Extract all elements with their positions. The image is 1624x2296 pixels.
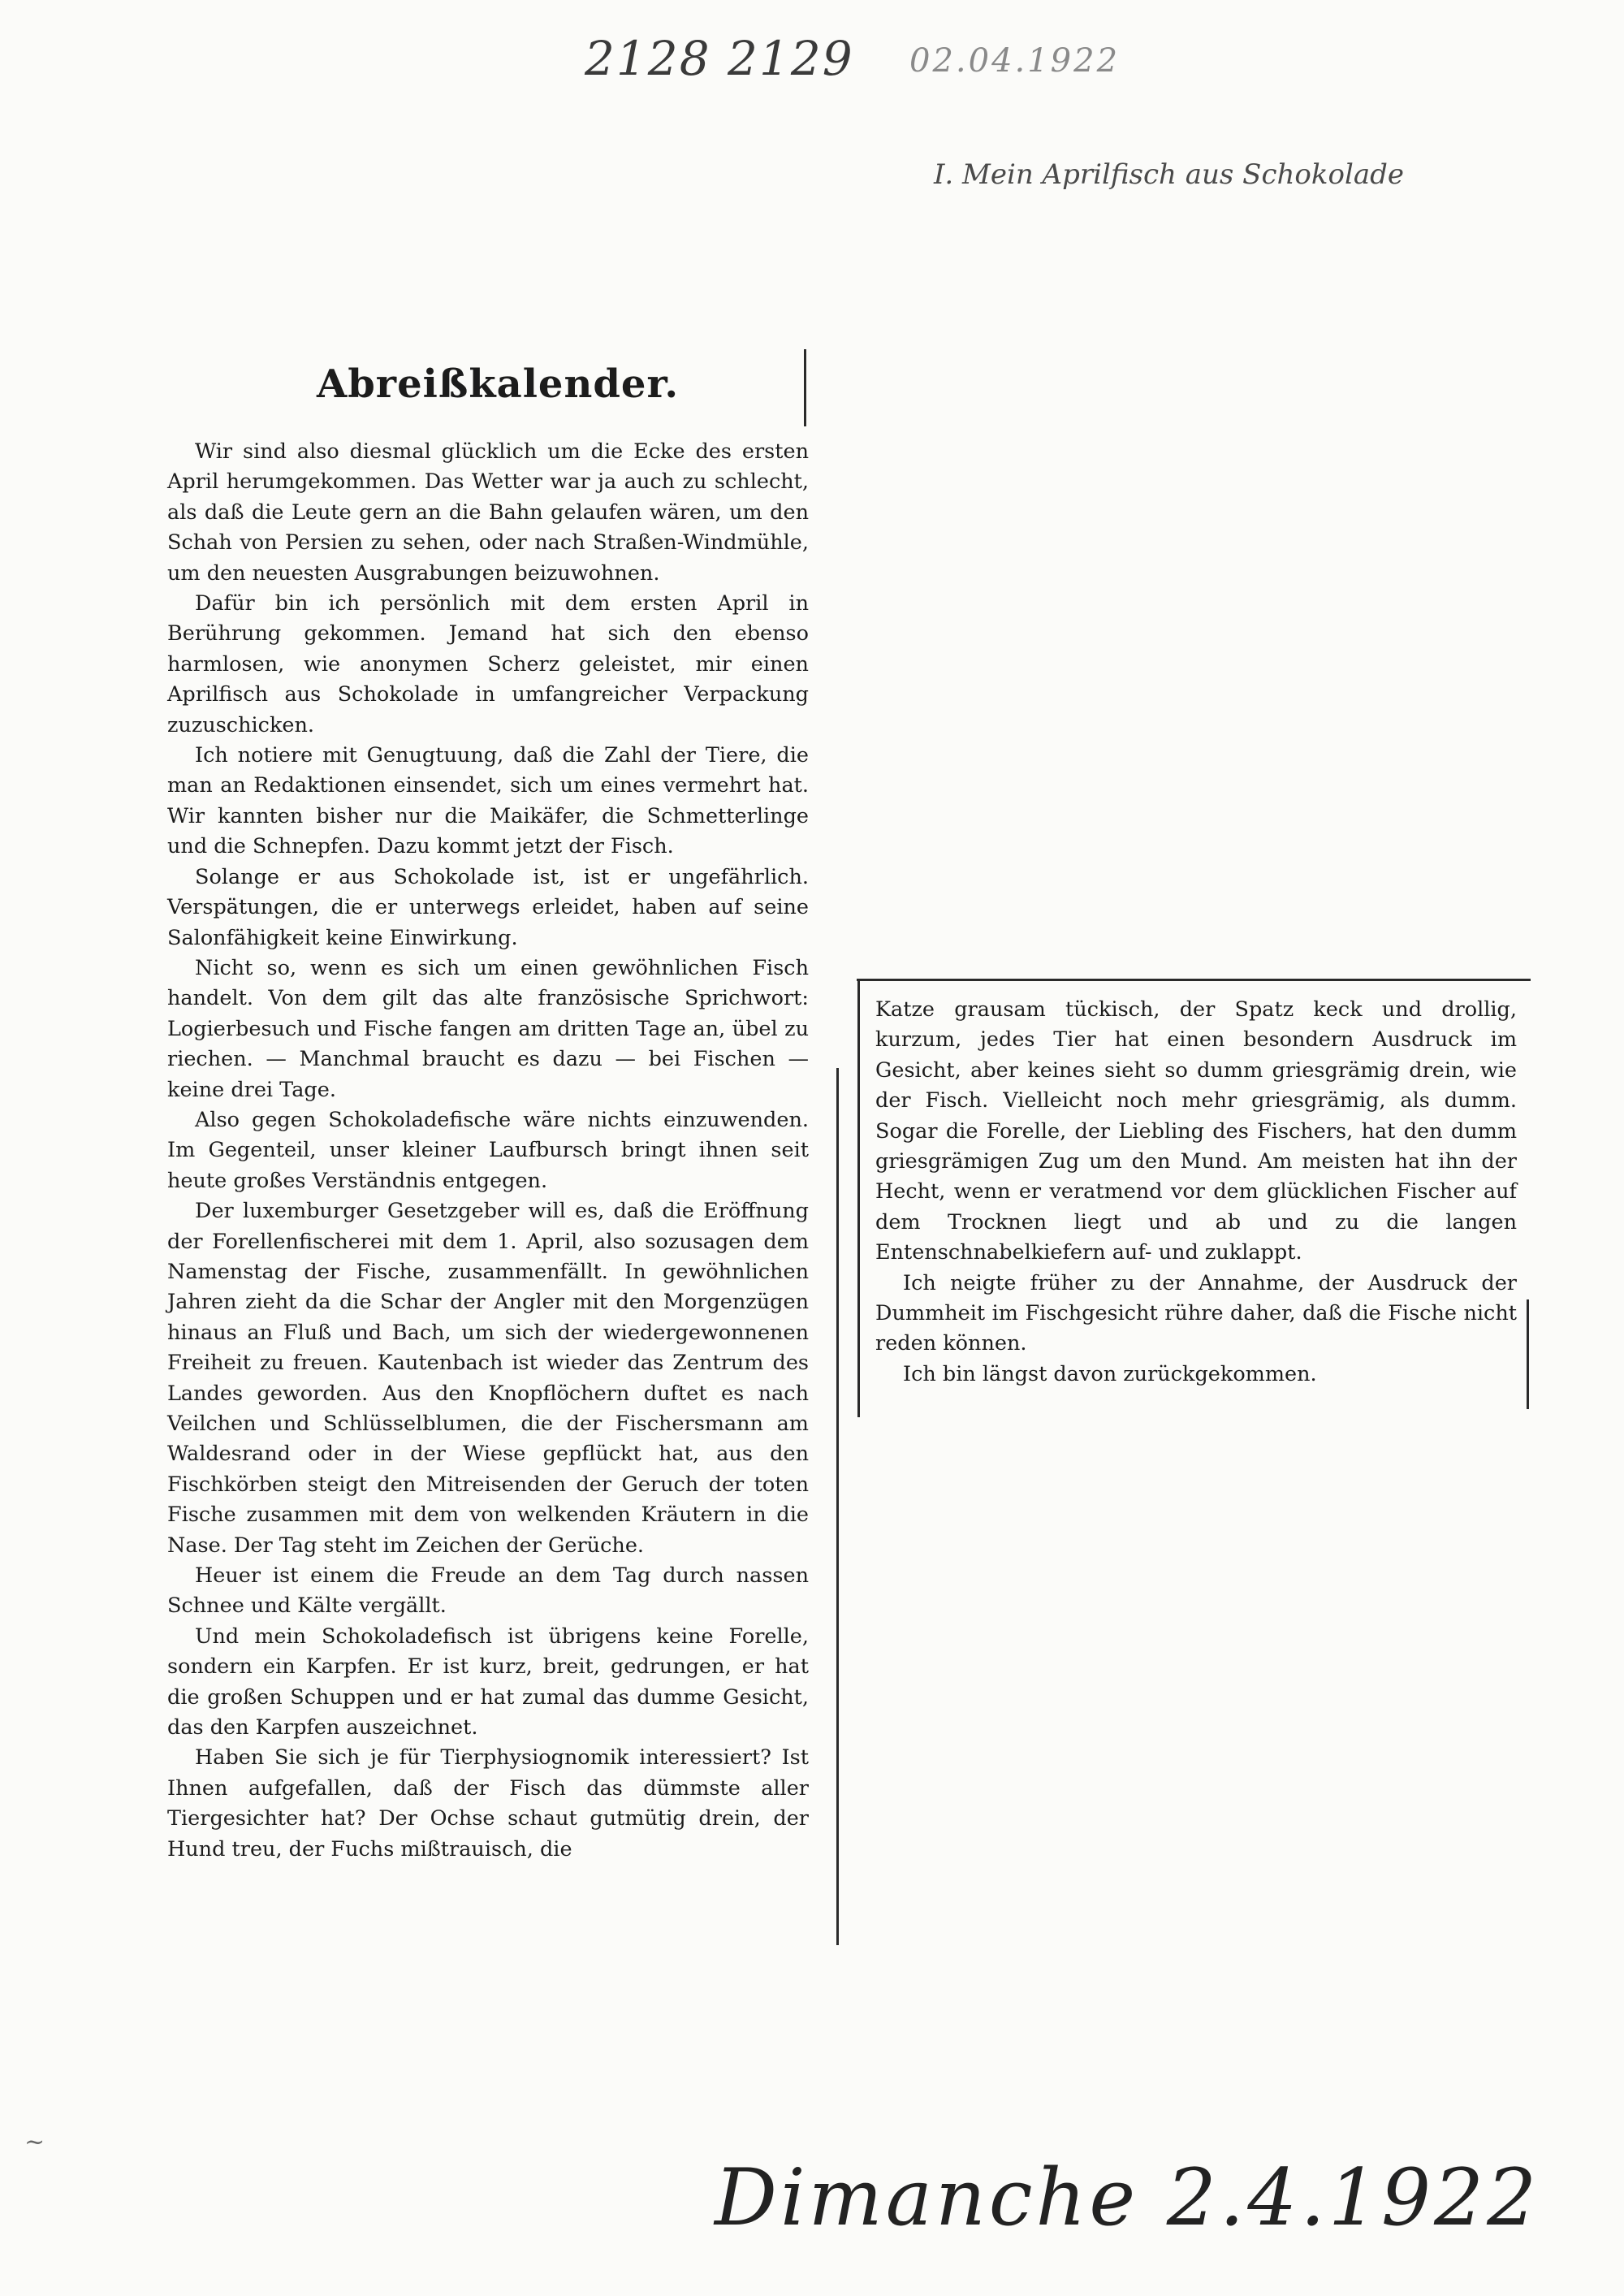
paragraph: Haben Sie sich je für Tierphysiognomik interessiert? Ist Ihnen aufgefallen, daß der Fisch das dümmste aller Tiergesichter hat? Der Ochse schaut gutmütig drein, der Hund treu, der Fuchs mißtrauisch, die — [167, 1745, 809, 1861]
column-rule — [1527, 1299, 1529, 1409]
paragraph: Nicht so, wenn es sich um einen gewöhnlichen Fisch handelt. Von dem gilt das alte französische Sprichwort: Logierbesuch und Fische fangen am dritten Tage an, übel zu riechen. — Manchmal braucht es dazu — bei Fischen — keine drei Tage. — [167, 955, 809, 1102]
stamp-date: 02.04.1922 — [909, 42, 1121, 80]
article-column-1 — [167, 437, 809, 1865]
column-rule — [857, 979, 1531, 981]
paragraph: Solange er aus Schokolade ist, ist er ungefährlich. Verspätungen, die er unterwegs erleidet, haben auf seine Salonfähigkeit keine Einwirkung. — [167, 864, 809, 950]
column-rule — [804, 349, 806, 426]
handwritten-note: I. Mein Aprilfisch aus Schokolade — [934, 158, 1404, 191]
paragraph: Und mein Schokoladefisch ist übrigens keine Forelle, sondern ein Karpfen. Er ist kurz, breit, gedrungen, er hat die großen Schuppen und er hat zumal das dumme Gesicht, das den Karpfen auszeichnet. — [167, 1624, 809, 1740]
column-rule — [857, 979, 860, 1417]
paragraph: Der luxemburger Gesetzgeber will es, daß die Eröffnung der Forellenfischerei mit dem 1. April, also sozusagen dem Namenstag der Fische, zusammenfällt. In gewöhnlichen Jahren zieht da die Schar der Angler mit den Morgenzügen hinaus an Fluß und Bach, um sich der wiedergewonnenen Freiheit zu freuen. Kautenbach ist wieder das Zentrum des Landes geworden. Aus den Knopflöchern duftet es nach Veilchen und Schlüsselblumen, die der Fischersmann am Waldesrand oder in der Wiese gepflückt hat, aus den Fischkörben steigt den Mitreisenden der Geruch der toten Fische zusammen mit dem von welkenden Kräutern in die Nase. Der Tag steht im Zeichen der Gerüche. — [167, 1199, 809, 1558]
paragraph: Ich neigte früher zu der Annahme, der Ausdruck der Dummheit im Fischgesicht rühre daher, daß die Fische nicht reden können. — [875, 1270, 1517, 1356]
archive-numbers: 2128 2129 — [585, 31, 854, 86]
paragraph: Wir sind also diesmal glücklich um die Ecke des ersten April herumgekommen. Das Wetter war ja auch zu schlecht, als daß die Leute gern an die Bahn gelaufen wären, um den Schah von Persien zu sehen, oder nach Straßen-Windmühle, um den neuesten Ausgrabungen beizuwohnen. — [167, 439, 809, 586]
article-title: Abreißkalender. — [317, 361, 680, 407]
article-column-2 — [875, 995, 1517, 1390]
paragraph: Katze grausam tückisch, der Spatz keck und drollig, kurzum, jedes Tier hat einen besondern Ausdruck im Gesicht, aber keines sieht so dumm griesgrämig drein, wie der Fisch. Vielleicht noch mehr griesgrämig, als dumm. Sogar die Forelle, der Liebling des Fischers, hat den dumm griesgrämigen Zug um den Mund. Am meisten hat ihn der Hecht, wenn er veratmend vor dem glücklichen Fischer auf dem Trocknen liegt und ab und zu die langen Entenschnabelkiefern auf- und zuklappt. — [875, 997, 1517, 1265]
paragraph: Also gegen Schokoladefische wäre nichts einzuwenden. Im Gegenteil, unser kleiner Laufbursch bringt ihnen seit heute großes Verständnis entgegen. — [167, 1107, 809, 1193]
column-rule — [836, 1068, 839, 1945]
paragraph: Dafür bin ich persönlich mit dem ersten April in Berührung gekommen. Jemand hat sich den ebenso harmlosen, wie anonymen Scherz geleistet, mir einen Aprilfisch aus Schokolade in umfangreicher Verpackung zuzuschicken. — [167, 591, 809, 737]
paragraph: Ich notiere mit Genugtuung, daß die Zahl der Tiere, die man an Redaktionen einsendet, sich um eines vermehrt hat. Wir kannten bisher nur die Maikäfer, die Schmetterlinge und die Schnepfen. Dazu kommt jetzt der Fisch. — [167, 743, 809, 859]
paragraph: Heuer ist einem die Freude an dem Tag durch nassen Schnee und Kälte vergällt. — [167, 1563, 809, 1619]
pencil-mark: ~ — [24, 2128, 45, 2156]
footer-date: Dimanche 2.4.1922 — [715, 2152, 1540, 2243]
paragraph: Ich bin längst davon zurückgekommen. — [903, 1361, 1317, 1386]
